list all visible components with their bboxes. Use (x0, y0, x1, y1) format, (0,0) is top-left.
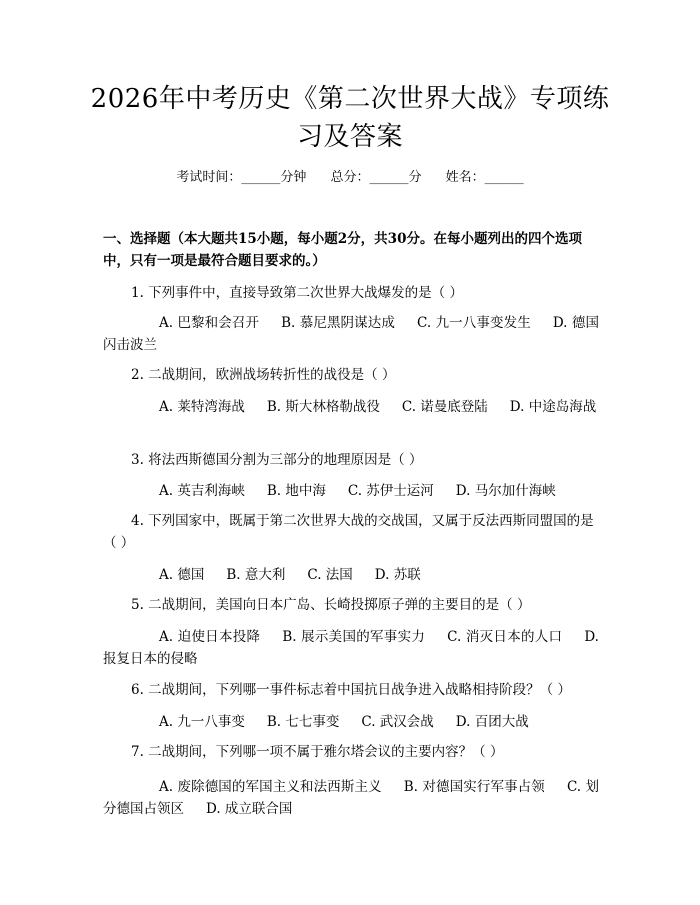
option-a: A. 英吉利海峡 (159, 483, 245, 499)
option-c: C. 法国 (307, 567, 353, 583)
option-a: A. 迫使日本投降 (159, 629, 261, 645)
option-b: B. 七七事变 (266, 714, 340, 730)
question-stem: 7. 二战期间，下列哪一项不属于雅尔塔会议的主要内容？（ ） (131, 744, 504, 760)
option-a: A. 莱特湾海战 (159, 399, 245, 415)
option-d: D. 百团大战 (455, 714, 529, 730)
option-d: D. 苏联 (374, 567, 421, 583)
question-options (103, 312, 599, 356)
option-d: D. 中途岛海战 (509, 399, 597, 415)
question-options (103, 776, 599, 820)
question-stem: 1. 下列事件中，直接导致第二次世界大战爆发的是（ ） (131, 285, 463, 301)
question-options (103, 711, 599, 733)
option-b: B. 对德国实行军事占领 (403, 779, 545, 795)
document-title: 2026年中考历史《第二次世界大战》专项练习及答案 (90, 84, 610, 152)
student-name-field: 姓名：______ (445, 170, 524, 185)
question-stem: 4. 下列国家中，既属于第二次世界大战的交战国，又属于反法西斯同盟国的是（ ） (103, 513, 594, 551)
option-c: C. 诺曼底登陆 (401, 399, 488, 415)
question-options (103, 396, 599, 418)
option-b: B. 慕尼黑阴谋达成 (281, 315, 395, 331)
option-d: D. 马尔加什海峡 (455, 483, 556, 499)
question-stem: 2. 二战期间，欧洲战场转折性的战役是（ ） (131, 367, 396, 383)
option-b: B. 斯大林格勒战役 (266, 399, 380, 415)
option-b: B. 地中海 (266, 483, 326, 499)
exam-time-field: 考试时间：______分钟 (176, 170, 307, 185)
option-d: D. 德国闪击波兰 (103, 315, 599, 353)
option-b: B. 展示美国的军事实力 (282, 629, 426, 645)
exam-meta (0, 168, 700, 188)
question-options (103, 480, 599, 502)
option-c: C. 划分德国占领区 (103, 779, 599, 817)
question-options (103, 564, 599, 586)
question-stem: 5. 二战期间，美国向日本广岛、长崎投掷原子弹的主要目的是（ ） (131, 597, 531, 613)
option-d: D. 成立联合国 (206, 801, 293, 817)
option-c: C. 苏伊士运河 (347, 483, 434, 499)
option-a: A. 九一八事变 (159, 714, 245, 730)
question-stem: 3. 将法西斯德国分割为三部分的地理原因是（ ） (131, 452, 423, 468)
option-c: C. 武汉会战 (361, 714, 434, 730)
question-stem: 6. 二战期间，下列哪一事件标志着中国抗日战争进入战略相持阶段？（ ） (131, 682, 571, 698)
section-heading: 一、选择题（本大题共15小题，每小题2分，共30分。在每小题列出的四个选项中，只有一项是最符合题目要求的。） (103, 231, 582, 269)
total-score-field: 总分：______分 (330, 170, 422, 185)
option-a: A. 德国 (159, 567, 205, 583)
option-a: A. 巴黎和会召开 (159, 315, 260, 331)
option-b: B. 意大利 (226, 567, 286, 583)
question-options (103, 626, 599, 670)
option-d: D. 报复日本的侵略 (103, 629, 599, 667)
option-c: C. 九一八事变发生 (417, 315, 531, 331)
option-a: A. 废除德国的军国主义和法西斯主义 (159, 779, 382, 795)
option-c: C. 消灭日本的人口 (447, 629, 563, 645)
